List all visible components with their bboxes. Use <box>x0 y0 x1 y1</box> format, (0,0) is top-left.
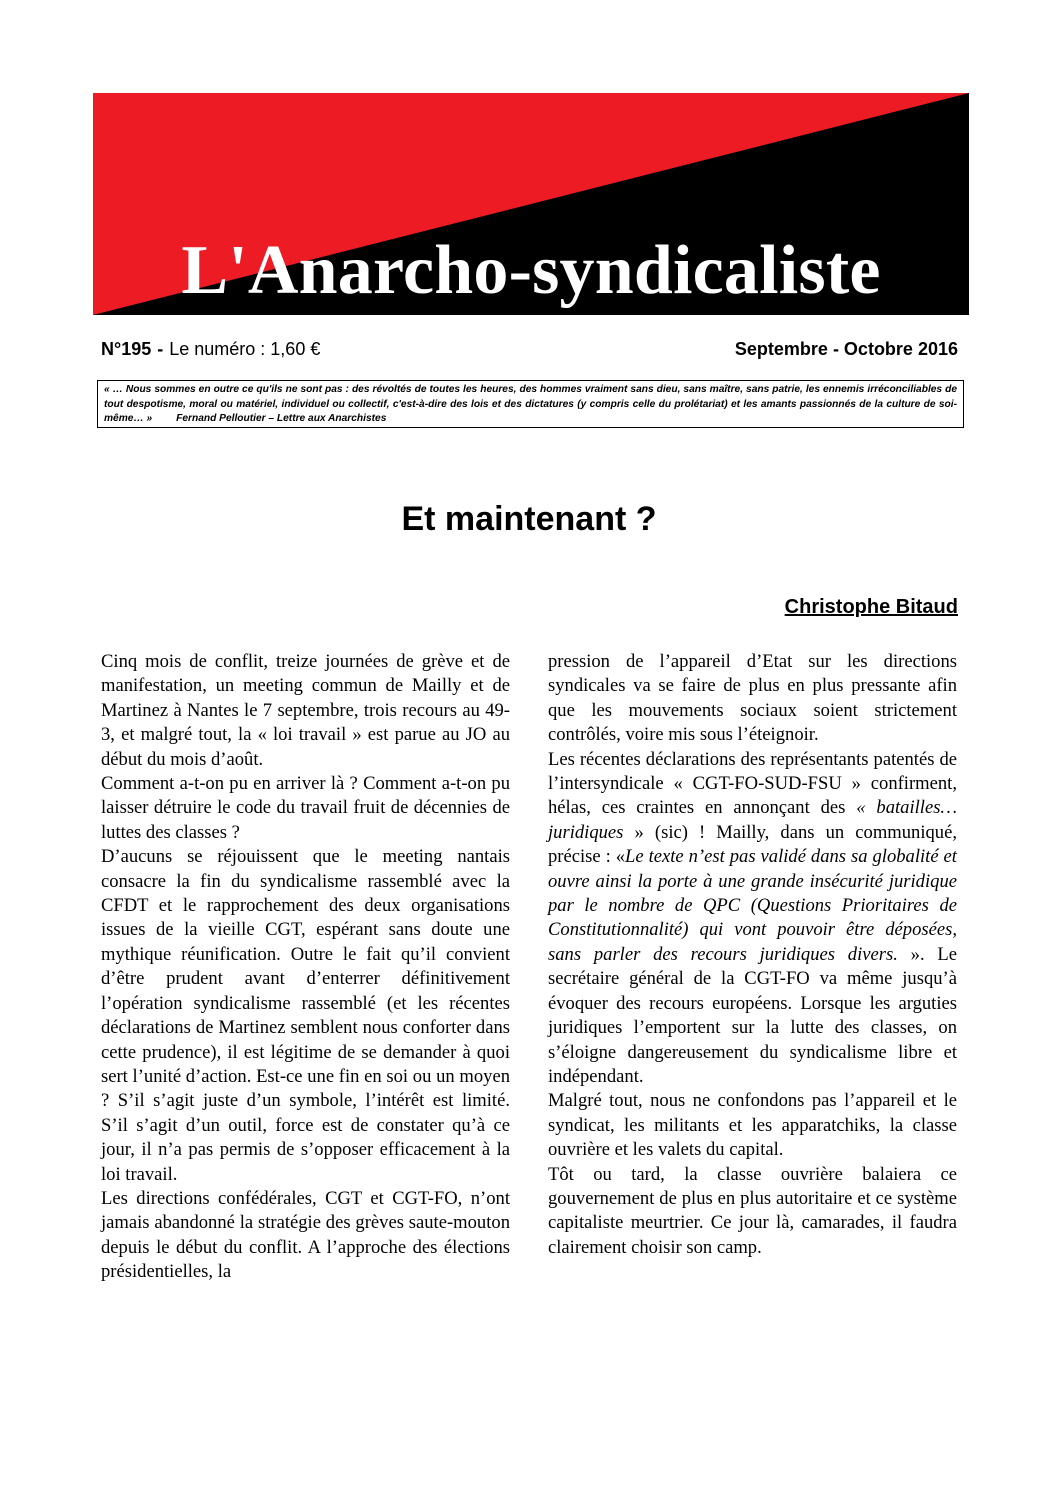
article-author: Christophe Bitaud <box>784 596 958 618</box>
article-column-right <box>548 650 957 1260</box>
issue-date: Septembre - Octobre 2016 <box>734 339 958 359</box>
paragraph: Les directions confédérales, CGT et CGT-FO, n’ont jamais abandonné la stratégie des grèves saute-mouton depuis le début du conflit. A l’approche des élections présidentielles, la <box>101 1187 510 1283</box>
paragraph: Malgré tout, nous ne confondons pas l’appareil et le syndicat, les militants et les apparatchiks, la classe ouvrière et les valets du capital. <box>548 1090 957 1161</box>
italic-quote: Le texte n’est pas validé dans sa globalité et ouvre ainsi la porte à une grande insécurité juridique par le nombre de QPC (Questions Prioritaires de Constitutionnalité) qui vont pouvoir être déposées, sans parler des recours juridiques divers. <box>548 846 957 965</box>
masthead <box>93 93 969 315</box>
paragraph: Comment a-t-on pu en arriver là ? Comment a-t-on pu laisser détruire le code du travail fruit de décennies de luttes des classes ? <box>101 773 510 843</box>
issue-price: Le numéro : 1,60 € <box>169 339 321 359</box>
epigraph-box <box>97 380 964 428</box>
paragraph: pression de l’appareil d’Etat sur les directions syndicales va se faire de plus en plus pressante afin que les mouvements sociaux soient strictement contrôlés, voire mis sous l’éteignoir. <box>548 651 957 746</box>
masthead-title <box>93 232 969 309</box>
article-column-left <box>101 650 510 1285</box>
paragraph <box>548 748 957 1090</box>
publication-title: L'Anarcho-syndicaliste <box>181 232 881 309</box>
paragraph: Cinq mois de conflit, treize journées de grève et de manifestation, un meeting commun de Mailly et de Martinez à Nantes le 7 septembre, trois recours au 49-3, et malgré tout, la « loi travail » est parue au JO au début du mois d’août. <box>101 651 510 770</box>
paragraph-text: » (sic) ! Mailly, dans un communiqué, précise : « <box>548 821 957 868</box>
paragraph-text: Les récentes déclarations des représentants patentés de l’intersyndicale « CGT-FO-SUD-FSU » confirment, hélas, ces craintes en annonçant des <box>548 748 957 819</box>
article-title: Et maintenant ? <box>401 500 657 538</box>
paragraph-text: ». Le secrétaire général de la CGT-FO va même jusqu’à évoquer des recours européens. Lorsque les arguties juridiques l’emportent sur la lutte des classes, on s’éloigne dangereusement du syndicalisme libre et indépendant. <box>548 943 957 1087</box>
paragraph: D’aucuns se réjouissent que le meeting nantais consacre la fin du syndicalisme rassemblé avec la CFDT et le rapprochement des deux organisations issues de la vieille CGT, espérant sans doute une mythique réunification. Outre le fait qu’il convient d’être prudent avant d’enterrer définitivement l’opération syndicalisme rassemblé (et les récentes déclarations de Martinez semblent nous conforter dans cette prudence), il est légitime de se demander à quoi sert l’unité d’action. Est-ce une fin en soi ou un moyen ? S’il s’agit juste d’un symbole, l’intérêt est limité. S’il s’agit d’un outil, force est de constater qu’à ce jour, il n’a pas permis de s’opposer efficacement à la loi travail. <box>101 846 510 1185</box>
issue-separator: - <box>157 339 164 359</box>
paragraph: Tôt ou tard, la classe ouvrière balaiera ce gouvernement de plus en plus autoritaire et ce système capitaliste meurtrier. Ce jour là, camarades, il faudra clairement choisir son camp. <box>548 1163 957 1258</box>
italic-quote: « batailles… juridiques <box>548 797 957 843</box>
epigraph-text: « … Nous sommes en outre ce qu'ils ne sont pas : des révoltés de toutes les heures, des hommes vraiment sans dieu, sans maître, sans patrie, les ennemis irréconciliables de tout despotisme, moral ou matériel, individuel ou collectif, c'est-à-dire des lois et des dictatures (y compris celle du prolétariat) et les amants passionnés de la culture de soi-même… » <box>104 384 957 424</box>
issue-line <box>101 339 958 363</box>
issue-number: N°195 <box>101 339 152 359</box>
epigraph-author: Fernand Pelloutier – Lettre aux Anarchistes <box>176 413 387 424</box>
issue-info <box>101 339 320 360</box>
